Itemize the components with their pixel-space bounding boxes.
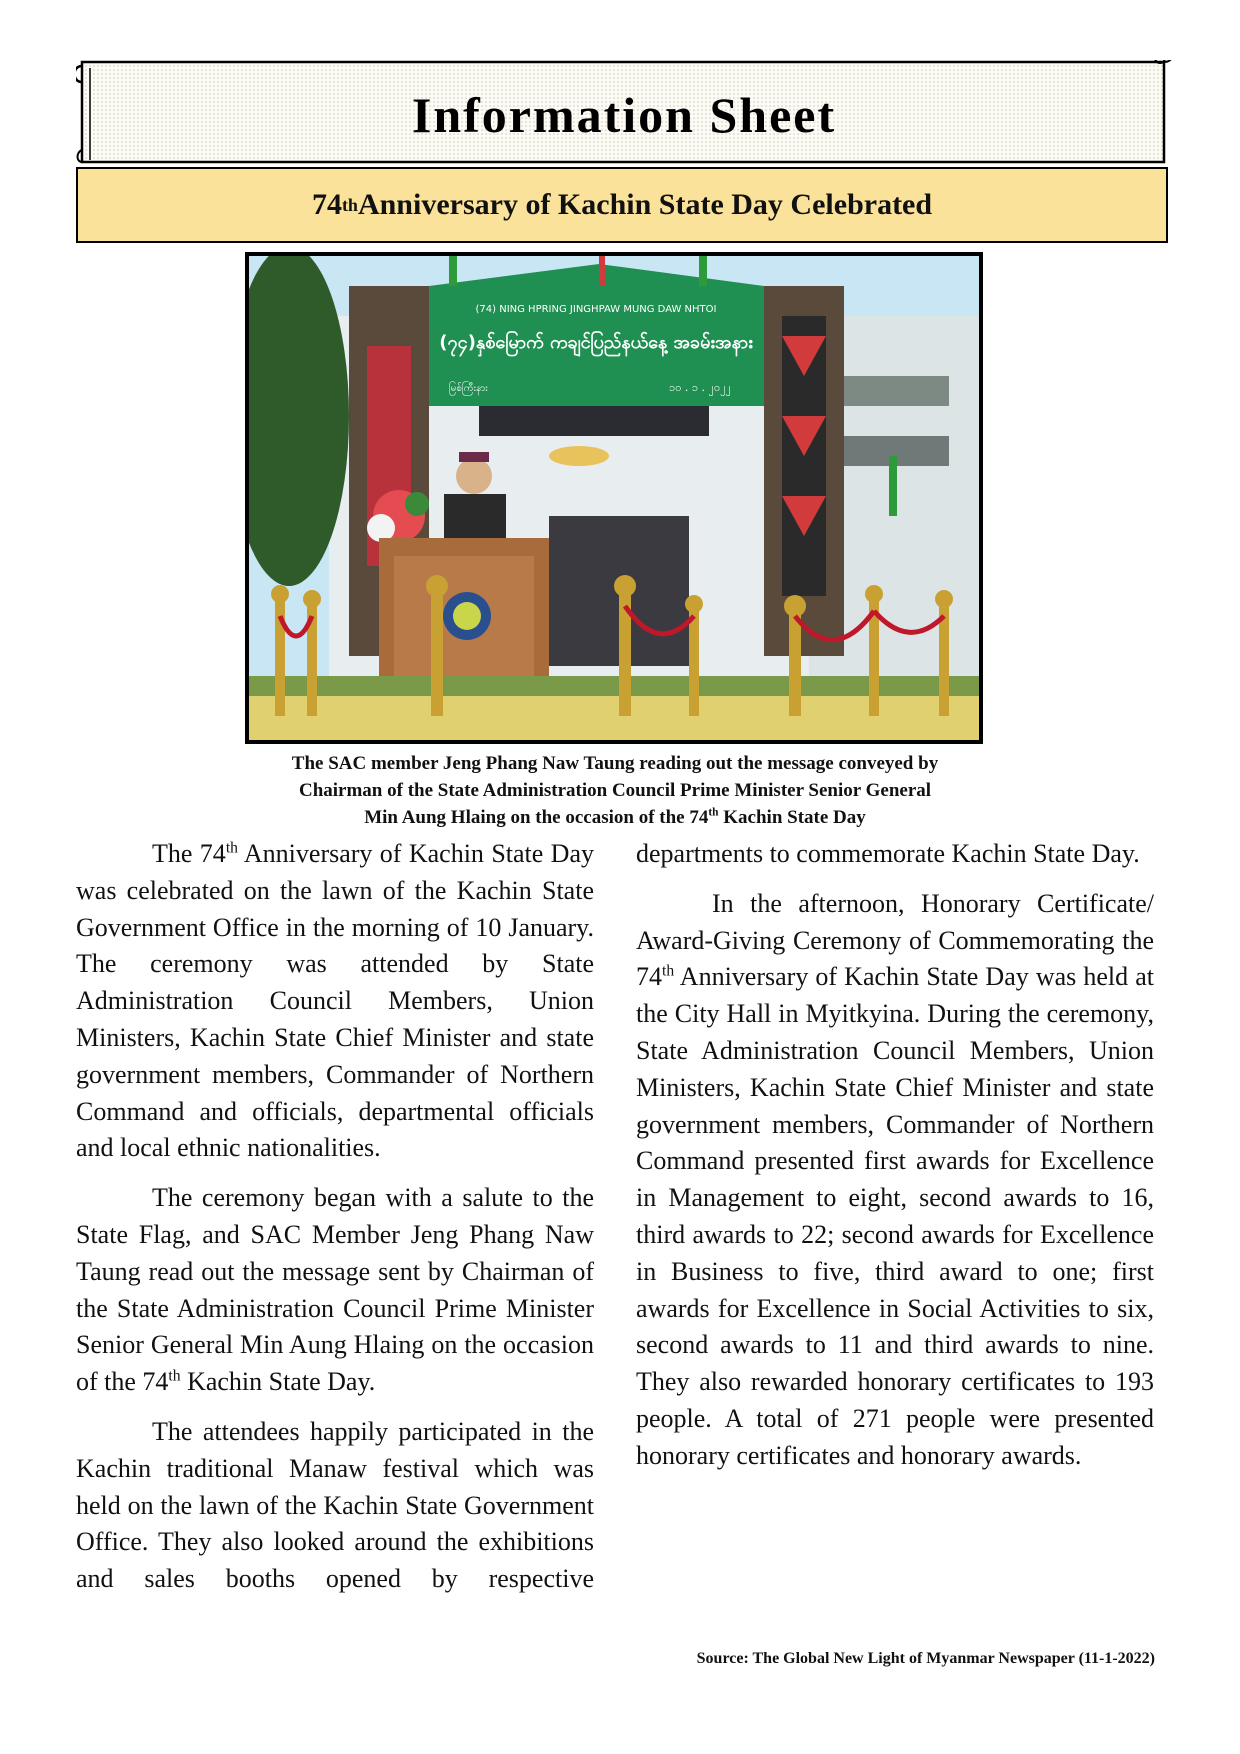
photo-caption: [220, 750, 1010, 831]
caption-line-3: [220, 804, 1010, 831]
caption-line-2: Chairman of the State Administration Council Prime Minister Senior General: [298, 780, 932, 801]
page-title: Information Sheet: [411, 87, 837, 143]
ceremony-photo: [245, 252, 983, 744]
sign-burmese: (၇၄)နှစ်မြောက် ကချင်ပြည်နယ်နေ့ အခမ်းအနား: [439, 332, 753, 353]
caption-ordinal: th: [708, 806, 719, 819]
p4-start: In the afternoon, Honorary Certificate/ Award-Giving Ceremony of Commemorating the 74: [636, 888, 1154, 992]
article-paragraph-1: [76, 836, 594, 1167]
article-paragraph-3-continued: departments to commemorate Kachin State Day.: [636, 839, 1140, 868]
sign-date: ၁၀ . ၁ . ၂၀၂၂: [669, 381, 731, 394]
article-column-right: [636, 836, 1154, 1488]
sign-place: မြစ်ကြီးနား: [449, 383, 488, 394]
caption-line-3-end: Kachin State Day: [718, 807, 866, 828]
source-note: Source: The Global New Light of Myanmar Newspaper (11-1-2022): [696, 1650, 1155, 1667]
caption-line-3-text: Min Aung Hlaing on the occasion of the 74: [364, 807, 709, 828]
p1-text: Anniversary of Kachin State Day was celebrated on the lawn of the Kachin State Government Office in the morning of 10 January. The ceremony was attended by State Administration Council Members, Union Ministers, Kachin State Chief Minister and state government members, Commander of Northern Command and officials, departmental officials and local ethnic nationalities.: [76, 839, 595, 1163]
p2-ordinal: th: [168, 1367, 181, 1385]
p2-text: Kachin State Day.: [180, 1367, 376, 1397]
article-headline: 74 th Anniversary of Kachin State Day Celebrated: [76, 167, 1168, 243]
article-paragraph-3: The attendees happily participated in the Kachin traditional Manaw festival which was held on the lawn of the Kachin State Government Office. They also looked around the exhibitions and sales booths opened by respective: [76, 1416, 594, 1594]
p1-start: The 74: [152, 839, 226, 868]
title-banner: [76, 60, 1172, 166]
p1-ordinal: th: [225, 839, 238, 857]
headline-text: Anniversary of Kachin State Day Celebrated: [357, 188, 933, 221]
p2-start: The ceremony began with a salute to the State Flag, and SAC Member Jeng Phang Naw Taung read out the message sent by Chairman of the State Administration Council Prime Minister Senior General Min Aung Hlaing on the occasion of the 74: [76, 1183, 594, 1397]
article-paragraph-2: [76, 1180, 594, 1401]
p4-text: Anniversary of Kachin State Day was held at the City Hall in Myitkyina. During the ceremony, State Administration Council Members, Union Ministers, Kachin State Chief Minister and state government members, Commander of Northern Command presented first awards for Excellence in Management to eight, second awards to 16, third awards to 22; second awards for Excellence in Business to five, third award to one; first awards for Excellence in Social Activities to six, second awards to 11 and third awards to nine. They also rewarded honorary certificates to 193 people. A total of 271 people were presented honorary certificates and honorary awards.: [636, 962, 1154, 1470]
caption-line-1: The SAC member Jeng Phang Naw Taung reading out the message conveyed by: [291, 753, 939, 774]
headline-number: 74: [311, 188, 342, 221]
sign-english: (74) NING HPRING JINGHPAW MUNG DAW NHTOI: [475, 304, 717, 315]
p4-ordinal: th: [662, 962, 675, 980]
article-paragraph-4: [636, 886, 1154, 1475]
article-column-left: [76, 836, 594, 1611]
ceremony-scene: [249, 256, 979, 740]
